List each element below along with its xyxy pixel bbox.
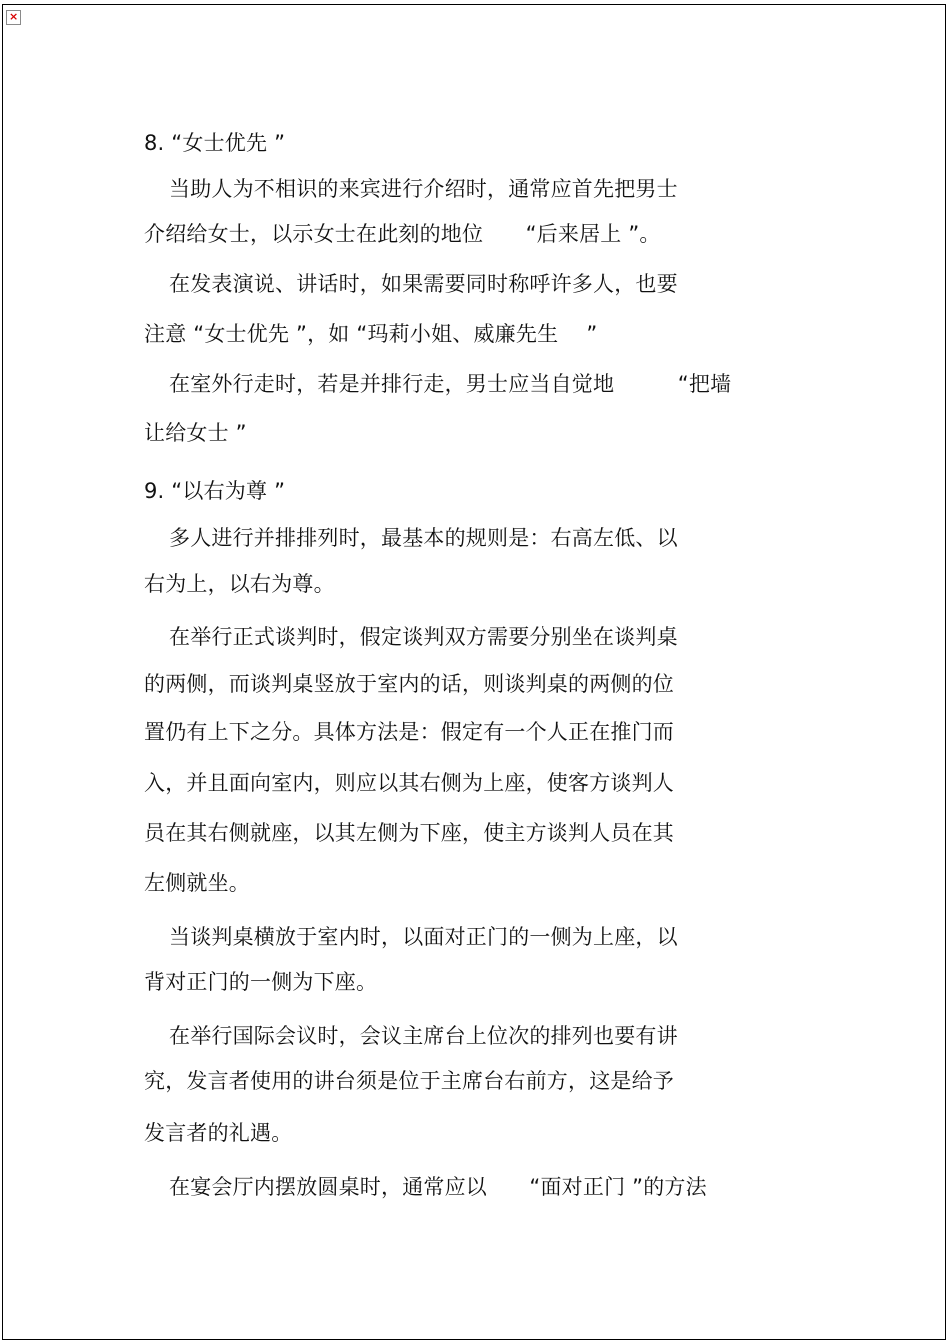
text-line: 在发表演说、讲话时，如果需要同时称呼许多人，也要 (169, 272, 678, 296)
text-line: 在举行国际会议时，会议主席台上位次的排列也要有讲 (169, 1024, 678, 1048)
text-line: 在宴会厅内摆放圆桌时，通常应以 “面对正门 ”的方法 (169, 1175, 707, 1199)
text-line: 注意 “女士优先 ”，如 “玛莉小姐、威廉先生 ” (144, 322, 598, 346)
heading-ladies-first: 8. “女士优先 ” (144, 131, 286, 155)
text-line: 背对正门的一侧为下座。 (144, 970, 378, 994)
text-line: 当谈判桌横放于室内时，以面对正门的一侧为上座，以 (169, 925, 678, 949)
text-line: 的两侧，而谈判桌竖放于室内的话，则谈判桌的两侧的位 (144, 672, 674, 696)
broken-image-icon (6, 10, 21, 25)
heading-right-is-superior: 9. “以右为尊 ” (144, 479, 286, 503)
broken-image-glyph: × (9, 10, 19, 23)
text-line: 发言者的礼遇。 (144, 1121, 293, 1145)
text-line: 在室外行走时，若是并排行走，男士应当自觉地 “把墙 (169, 372, 732, 396)
text-line: 入，并且面向室内，则应以其右侧为上座，使客方谈判人 (144, 771, 674, 795)
text-line: 左侧就坐。 (144, 871, 250, 895)
text-line: 当助人为不相识的来宾进行介绍时，通常应首先把男士 (169, 177, 678, 201)
text-line: 让给女士 ” (144, 421, 247, 445)
text-line: 右为上，以右为尊。 (144, 572, 335, 596)
text-line: 员在其右侧就座，以其左侧为下座，使主方谈判人员在其 (144, 821, 674, 845)
text-line: 介绍给女士，以示女士在此刻的地位 “后来居上 ”。 (144, 222, 661, 246)
text-line: 多人进行并排排列时，最基本的规则是：右高左低、以 (169, 526, 678, 550)
text-line: 在举行正式谈判时，假定谈判双方需要分别坐在谈判桌 (169, 625, 678, 649)
text-line: 置仍有上下之分。具体方法是：假定有一个人正在推门而 (144, 720, 674, 744)
text-line: 究，发言者使用的讲台须是位于主席台右前方，这是给予 (144, 1069, 674, 1093)
